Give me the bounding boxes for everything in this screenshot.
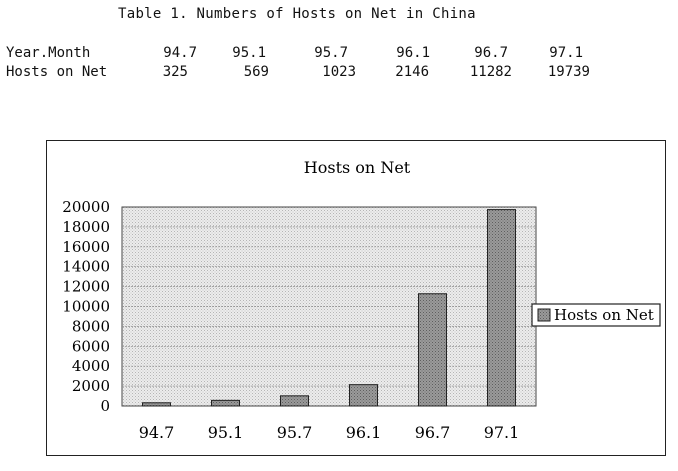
- table-title: Table 1. Numbers of Hosts on Net in China: [118, 6, 476, 22]
- bar: [488, 210, 516, 406]
- legend: [532, 304, 660, 326]
- y-tick-label: 18000: [62, 217, 110, 236]
- table-cell: 97.1: [549, 45, 583, 61]
- legend-swatch: [538, 309, 550, 321]
- y-tick-label: 10000: [62, 297, 110, 316]
- table-cell: 569: [243, 64, 269, 80]
- y-tick-label: 16000: [62, 237, 110, 256]
- bar: [350, 385, 378, 406]
- row-header-hosts: Hosts on Net: [6, 64, 108, 80]
- bar: [212, 400, 240, 406]
- y-tick-label: 0: [100, 397, 110, 415]
- y-axis-ticks: [62, 198, 110, 415]
- y-tick-label: 6000: [71, 337, 110, 356]
- table-cell: 1023: [322, 64, 356, 80]
- x-axis-ticks: [139, 423, 520, 442]
- x-tick-label: 96.1: [345, 423, 382, 442]
- x-tick-label: 95.1: [207, 423, 244, 442]
- row-header-year: Year.Month: [6, 45, 91, 61]
- y-tick-label: 20000: [62, 198, 110, 216]
- table-cell: 19739: [547, 64, 590, 80]
- table-cell: 325: [162, 64, 188, 80]
- x-tick-label: 95.7: [276, 423, 313, 442]
- x-tick-label: 94.7: [138, 423, 175, 442]
- table-cell: 95.7: [314, 45, 348, 61]
- y-tick-label: 14000: [62, 257, 110, 276]
- table-cell: 95.1: [232, 45, 266, 61]
- bar: [419, 294, 447, 406]
- y-tick-label: 8000: [71, 317, 110, 336]
- bar: [281, 396, 309, 406]
- x-tick-label: 97.1: [483, 423, 520, 442]
- table-cell: 96.1: [396, 45, 430, 61]
- table-cell: 2146: [395, 64, 429, 80]
- table-cell: 94.7: [163, 45, 197, 61]
- chart-title: Hosts on Net: [303, 158, 411, 177]
- legend-label: Hosts on Net: [554, 306, 654, 324]
- y-tick-label: 12000: [62, 277, 110, 296]
- bar: [143, 403, 171, 406]
- table-cell: 96.7: [474, 45, 508, 61]
- y-tick-label: 4000: [71, 357, 110, 376]
- y-tick-label: 2000: [71, 377, 110, 396]
- table-cell: 11282: [469, 64, 512, 80]
- x-tick-label: 96.7: [414, 423, 451, 442]
